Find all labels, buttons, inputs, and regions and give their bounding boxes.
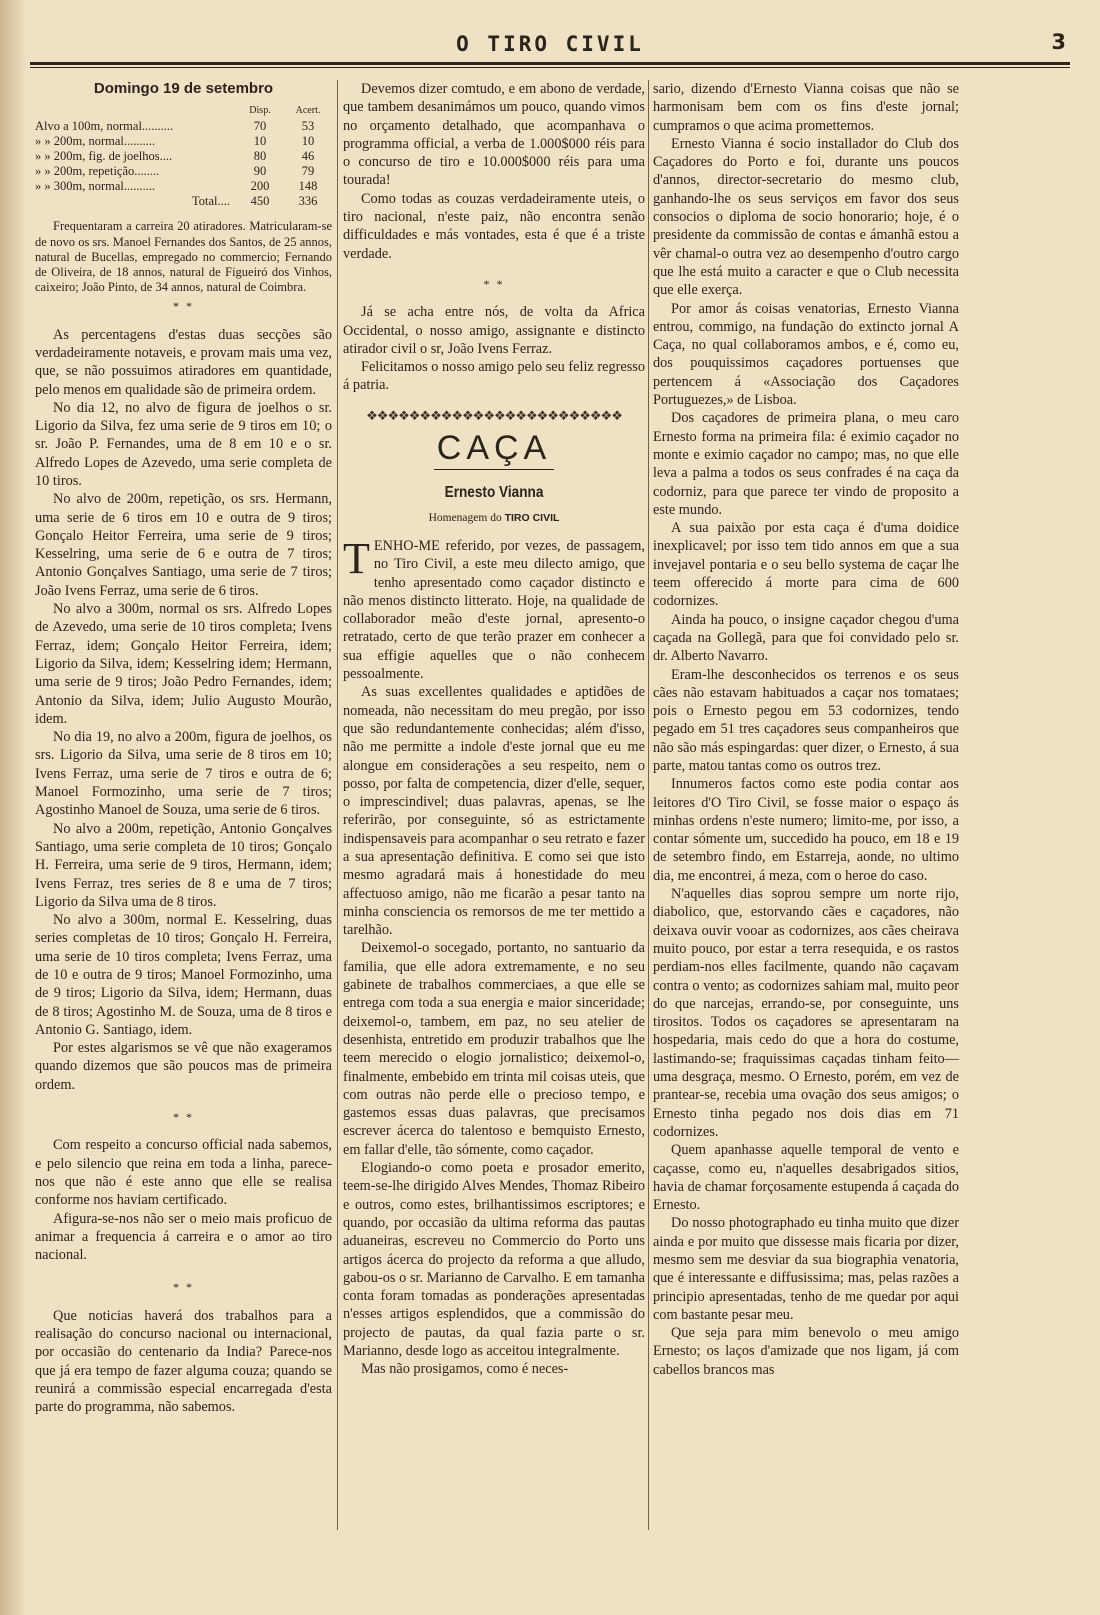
paragraph: Dos caçadores de primeira plana, o meu caro Ernesto forma na primeira fila: é eximio caçador no monte e eximio caçador no campo; mas, no que elle leva a palma a todos os seus confrades é na caça da codorniz, para que parece ter vindo de proposito a este mundo. xyxy=(653,410,959,518)
table-row: » » 200m, repetição........ 90 79 xyxy=(35,164,315,179)
paragraph: No alvo a 300m, normal os srs. Alfredo Lopes de Azevedo, uma serie de 10 tiros completa; Ivens Ferraz, idem; Gonçalo Heitor Ferreira, idem; Ligorio da Silva, idem; Kesselring idem; Hermann, uma serie de 9 tiros; João Pedro Fernandes, idem; Antonio da Silva, idem; Julio Augusto Mourão, idem. xyxy=(35,601,332,727)
page-number: 3 xyxy=(1051,30,1066,54)
table-row: » » 200m, fig. de joelhos.... 80 46 xyxy=(35,149,315,164)
header-rule-thick xyxy=(30,62,1070,65)
paragraph: Que noticias haverá dos trabalhos para a realisação do concurso nacional ou internacional, por occasião do centenario da India? Parece-nos que já era tempo de fazer alguma couza; quando se reunirá a commissão especial encarregada d'esta parte do programma, não sabemos. xyxy=(35,1307,332,1416)
drop-cap: T xyxy=(343,533,370,583)
col-header-acert: Acert. xyxy=(295,105,321,117)
table-row: » » 300m, normal.......... 200 148 xyxy=(35,179,318,194)
page-header xyxy=(30,28,1070,58)
paragraph: Elogiando-o como poeta e prosador emerito, teem-se-lhe dirigido Alves Mendes, Thomaz Ribeiro e outros, como estes, brilhantissimos escriptores; e quando, por occasião da ultima reforma das pautas aduaneiras, escreveu no Commercio do Porto uns artigos ácerca do projecto da reforma a que alludo, gabou-os o sr. Marianno de Carvalho. E em tamanha conta foram tomadas as ponderações apresentadas n'esses artigos esplendidos, que a commissão do projecto de pautas, da qual fazia parte o sr. Marianno, desde logo as acceitou integralmente. xyxy=(343,1160,645,1359)
table-row: Alvo a 100m, normal.......... 70 53 xyxy=(35,119,315,134)
paragraph: Por amor ás coisas venatorias, Ernesto Vianna entrou, commigo, na fundação do extincto jornal A Caça, no qual collaboramos ambos, e é, como eu, dos pouquissimos caçadores portuenses que pertencem á «Associação dos Caçadores Portuguezes,» de Lisboa. xyxy=(653,300,959,409)
paragraph: A sua paixão por esta caça é d'uma doidice inexplicavel; por isso tem tido annos em que a sua invejavel pontaria e o seu bello systema de caçar lhe teem offerecido á morte para cima de 600 codornizes. xyxy=(653,520,959,610)
paragraph: No alvo a 200m, repetição, Antonio Gonçalves Santiago, uma serie completa de 10 tiros; Gonçalo H. Ferreira, uma serie de 9 tiros, Hermann, idem; Ivens Ferraz, tres series de 8 e uma de 7 tiros; Ligorio da Silva uma de 8 tiros. xyxy=(35,820,332,910)
column-3 xyxy=(653,80,959,1379)
paragraph: Do nosso photographado eu tinha muito que dizer ainda e por muito que dissesse mais ficaria por dizer, mesmo sem me desviar da sua biographia venatoria, que é interessante e diffusissima; mas, pelas razões a principio apresentadas, tenho de me quedar por aqui com bastante pesar meu. xyxy=(653,1215,959,1323)
separator-stars: * * xyxy=(173,299,194,314)
results-table xyxy=(35,102,332,209)
section-title: CAÇA xyxy=(436,429,552,468)
paragraph: No dia 12, no alvo de figura de joelhos o sr. Ligorio da Silva, fez uma serie de 9 tiros em 10; o sr. João P. Fernandes, uma de 8 em 10 e o sr. Alfredo Lopes de Azevedo, uma serie completa de 10 tiros. xyxy=(35,399,332,489)
paragraph: No alvo a 300m, normal E. Kesselring, duas series completas de 10 tiros; Gonçalo H. Ferreira, uma serie de 10 tiros completa; Ivens Ferraz, uma de 10 e outra de 9 tiros; Manoel Formozinho, uma de 9 tiros; Ligorio da Silva, idem; Hermann, duas de 8 tiros; Agostinho M. de Souza, uma de 8 tiros e Antonio G. Santiago, idem. xyxy=(35,912,332,1038)
paragraph: Com respeito a concurso official nada sabemos, e pelo silencio que reina em toda a linha, parece-nos que não é este anno que elle se realisa conforme nos haviam certificado. xyxy=(35,1137,332,1209)
article-author: Ernesto Vianna xyxy=(444,484,544,502)
separator-stars: * * xyxy=(173,1280,194,1295)
header-rule-thin xyxy=(30,67,1070,68)
registration-note: Frequentaram a carreira 20 atiradores. Matricularam-se de novo os srs. Manoel Fernandes dos Santos, de 25 annos, natural de Bucellas, empregado no commercio; Fernando de Oliveira, de 18 annos, natural de Figueiró dos Vinhos, caixeiro; João Pinto, de 34 annos, natural de Coimbra. xyxy=(35,219,332,295)
results-subhead: Domingo 19 de setembro xyxy=(93,80,274,97)
separator-stars: * * xyxy=(173,1110,194,1125)
paragraph: Por estes algarismos se vê que não exageramos quando dizemos que são poucos mas de primeira ordem. xyxy=(35,1040,332,1093)
paragraph: Afigura-se-nos não ser o meio mais proficuo de animar a frequencia á carreira e o amor ao tiro nacional. xyxy=(35,1210,332,1264)
paragraph: Devemos dizer comtudo, e em abono de verdade, que tambem desanimámos um pouco, quando vimos no orçamento detalhado, que acompanhava o programma official, a verba de 1.000$000 réis para o concurso de tiro e 10.000$000 réis para uma tourada! xyxy=(343,81,645,189)
paragraph: Eram-lhe desconhecidos os terrenos e os seus cães não estavam habituados a caçar nos tomataes; pois o Ernesto pegou em 53 codornizes, tendo pegado em 51 tres caçadores seus companheiros que não são más espingardas: quer dizer, o Ernesto, á sua parte, matou tantas como os outros trez. xyxy=(653,666,959,774)
paragraph: Felicitamos o nosso amigo pelo seu feliz regresso á patria. xyxy=(343,359,645,394)
table-row: » » 200m, normal.......... 10 10 xyxy=(35,134,315,149)
masthead: O TIRO CIVIL xyxy=(456,32,644,56)
col-header-disp: Disp. xyxy=(249,105,271,117)
paragraph: Innumeros factos como este podia contar aos leitores d'O Tiro Civil, se fosse maior o espaço ás minhas ordens n'este numero; limito-me, por isso, a contar sómente um, succedido ha pouco, em 18 e 19 de setembro findo, em Estarreja, aonde, no ultimo dia, me encontrei, á meza, com o heroe do caso. xyxy=(653,776,959,884)
homage-line: Homenagem do TIRO CIVIL xyxy=(428,511,560,524)
paragraph: As percentagens d'estas duas secções são verdadeiramente notaveis, e provam mais uma vez, que, se não possuimos atiradores em quantidade, pelo menos em qualidade são de primeira ordem. xyxy=(35,326,332,398)
paragraph: N'aquelles dias soprou sempre um norte rijo, diabolico, que, estorvando cães e caçadores, não deixava ouvir vooar as codornizes, aos cães cheirava muito pouco, por estar a terra resequida, e os rastos perdiam-nos elles facilmente, quando não caçavam contra o vento; as codornizes sahiam mal, muito peor do que narcejas, errando-se, por conseguinte, uns tirositos. Todos os caçadores se apresentaram na hospedaria, mais cedo do que a hora do costume, lastimando-se; fraquissimas caçadas tinham feito—uma desgraça, mesmo. O Ernesto, porém, em vez de prantear-se, recebia uma ovação dos seus amigos; o Ernesto tinha pegado nos dois dias em 71 codornizes. xyxy=(653,886,959,1140)
paragraph: Que seja para mim benevolo o meu amigo Ernesto; os laços d'amizade que nos ligam, já com cabellos brancos mas xyxy=(653,1325,959,1378)
page-edge-shadow xyxy=(0,0,26,1615)
paragraph: Como todas as couzas verdadeiramente uteis, o tiro nacional, n'este paiz, não encontra senão difficuldades e más vontades, esta é que é a triste verdade. xyxy=(343,190,645,262)
article-opening: TENHO-ME referido, por vezes, de passagem, no Tiro Civil, a este meu dilecto amigo, que tenho apresentado como caçador distincto e não menos distincto litterato. Hoje, na qualidade de collaborador meão d'este jornal, apresento-o retratado, certo de que terão prazer em conhecer a sua effigie aquelles que o não conhecem pessoalmente. xyxy=(343,533,645,683)
paragraph: Ainda ha pouco, o insigne caçador chegou d'uma caçada na Gollegã, para que foi convidado pelo sr. dr. Alberto Navarro. xyxy=(653,611,959,665)
column-divider-2 xyxy=(648,80,649,1530)
paragraph: As suas excellentes qualidades e aptidões de nomeada, não necessitam do meu pregão, por isso que são redundantemente conhecidas; além d'isso, não me permitte a indole d'este jornal que eu me alongue em considerações a seu respeito, nem o posso, por falta de competencia, dizer d'elle, sequer, o imprescindivel; duas palavras, apenas, se lhe referirão, por conseguinte, só as estrictamente indispensaveis para acompanhar o seu retrato e fazer a sua apresentação definitiva. E como sei que isto mesmo agradará mais á honestidade do meu affectuoso amigo, não me ficarão a pesar tanto na minha consciencia os remorsos de me ter mettido a tarelhão. xyxy=(343,684,645,939)
ornamental-border: ❖❖❖❖❖❖❖❖❖❖❖❖❖❖❖❖❖❖❖❖❖❖❖❖ xyxy=(366,407,622,423)
paragraph: Já se acha entre nós, de volta da Africa Occidental, o nosso amigo, assignante e distincto atirador civil o sr, João Ivens Ferraz. xyxy=(343,304,645,357)
paragraph: No dia 19, no alvo a 200m, figura de joelhos, os srs. Ligorio da Silva, uma serie de 8 tiros em 10; Ivens Ferraz, uma serie de 7 tiros e outra de 6; Manoel Formozinho, uma serie de 7 tiros; Agostinho Manoel de Souza, uma serie de 6 tiros. xyxy=(35,729,332,819)
column-2 xyxy=(343,80,645,1379)
table-total-row: Total.... 450 336 xyxy=(191,194,318,209)
title-rule xyxy=(434,469,554,470)
paragraph: Mas não prosigamos, como é neces- xyxy=(361,1361,569,1378)
column-divider-1 xyxy=(337,80,338,1530)
paragraph: Ernesto Vianna é socio installador do Club dos Caçadores do Porto e foi, durante uns poucos d'annos, director-secretario do mesmo club, ganhando-lhe os seus serviços em favor dos seus consocios o diploma de socio honorario; hoje, é o presidente da commissão de contas e ámanhã estou a vêr chamal-o outra vez ao desempenho d'outro cargo que lhe está muito a caracter e que o Club necessita que elle exerça. xyxy=(653,135,959,299)
paragraph: No alvo de 200m, repetição, os srs. Hermann, uma serie de 6 tiros em 10 e outra de 9 tiros; Gonçalo Heitor Ferreira, uma serie de 9 tiros; Kesselring, uma serie de 6 e outra de 7 tiros; Antonio Gonçalves Santiago, uma serie de 7 tiros; João Ivens Ferraz, uma serie de 6 tiros. xyxy=(35,491,332,599)
paragraph: sario, dizendo d'Ernesto Vianna coisas que não se harmonisam bem com os fins d'este jornal; cumpramos o que acima promettemos. xyxy=(653,81,959,134)
separator-stars: * * xyxy=(483,276,505,291)
paragraph: Quem apanhasse aquelle temporal de vento e caçasse, como eu, n'aquelles desabrigados sitios, havia de chamar forçosamente estupenda á caçada do Ernesto. xyxy=(653,1142,959,1214)
paragraph: Deixemol-o socegado, portanto, no santuario da familia, que elle adora extremamente, e no seu gabinete de trabalhos commerciaes, a que elle se entrega com toda a sua energia e maior sinceridade; deixemol-o, tambem, em paz, no seu atelier de desenhista, entretido em produzir trabalhos que lhe teem merecido o elogio jornalistico; deixemol-o, finalmente, embebido em trinta mil coisas uteis, que com outras não perde elle o precioso tempo, e gastemos essas duas palavras, que precisamos escrever ácerca do talentoso e bemquisto Ernesto, em fallar d'elle, tão sómente, como caçador. xyxy=(343,940,645,1158)
column-1 xyxy=(35,80,332,1417)
